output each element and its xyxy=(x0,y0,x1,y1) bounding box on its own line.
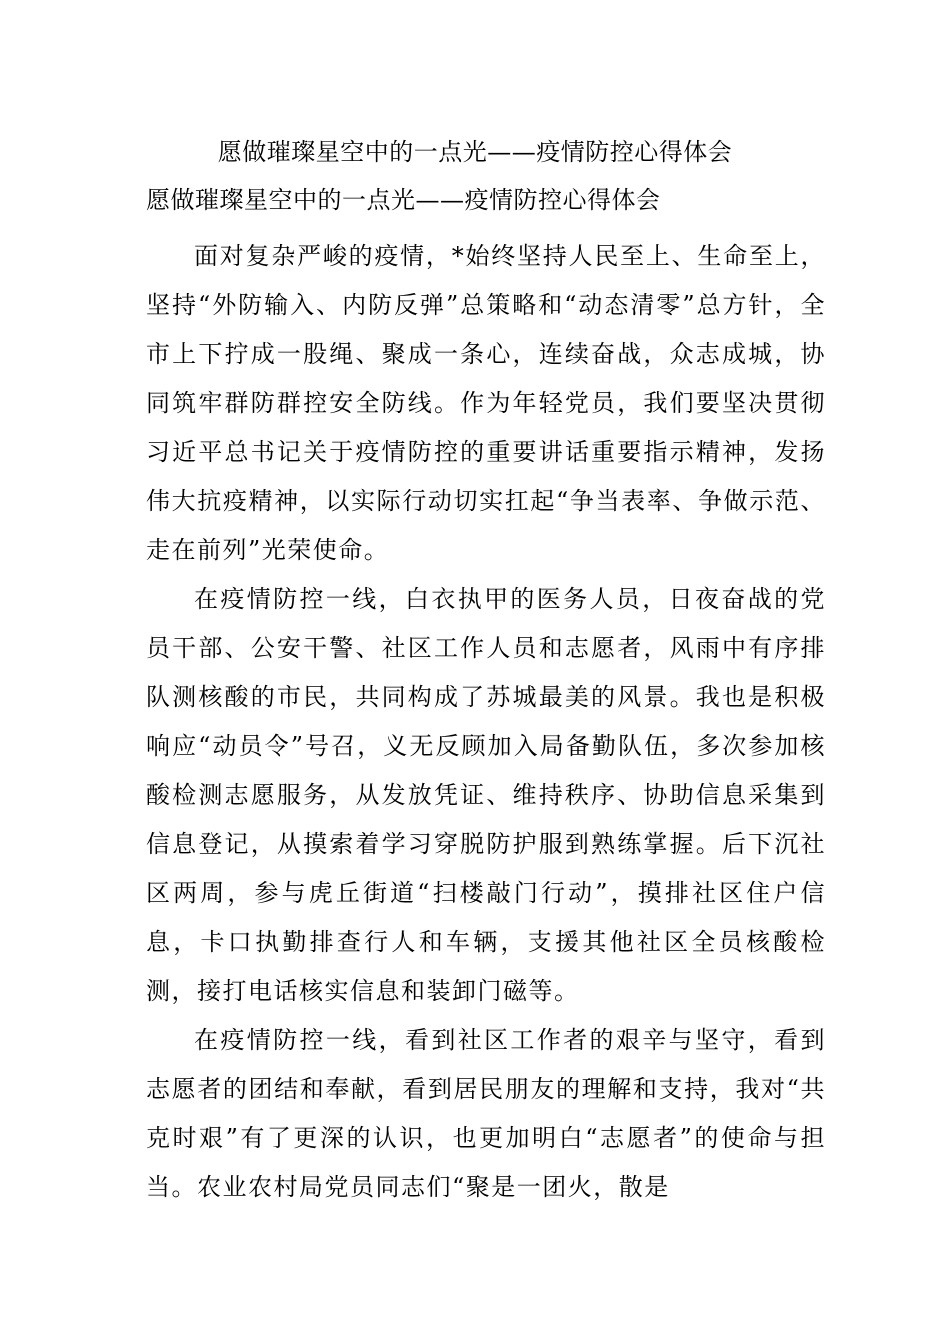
paragraph-3: 在疫情防控一线，看到社区工作者的艰辛与坚守，看到志愿者的团结和奉献，看到居民朋友的理解和支持，我对“共克时艰”有了更深的认识，也更加明白“志愿者”的使命与担当。农业农村局党员同志们“聚是一团火，散是 xyxy=(146,1026,826,1201)
paragraph-2: 在疫情防控一线，白衣执甲的医务人员，日夜奋战的党员干部、公安干警、社区工作人员和志愿者，风雨中有序排队测核酸的市民，共同构成了苏城最美的风景。我也是积极响应“动员令”号召，义无反顾加入局备勤队伍，多次参加核酸检测志愿服务，从发放凭证、维持秩序、协助信息采集到信息登记，从摸索着学习穿脱防护服到熟练掌握。后下沉社区两周，参与虎丘街道“扫楼敲门行动”，摸排社区住户信息，卡口执勤排查行人和车辆，支援其他社区全员核酸检测，接打电话核实信息和装卸门磁等。 xyxy=(146,585,826,1005)
document-body xyxy=(146,232,826,1212)
document-title-left: 愿做璀璨星空中的一点光——疫情防控心得体会 xyxy=(146,186,661,214)
paragraph-1: 面对复杂严峻的疫情，*始终坚持人民至上、生命至上，坚持“外防输入、内防反弹”总策略和“动态清零”总方针，全市上下拧成一股绳、聚成一条心，连续奋战，众志成城，协同筑牢群防群控安全防线。作为年轻党员，我们要坚决贯彻习近平总书记关于疫情防控的重要讲话重要指示精神，发扬伟大抗疫精神，以实际行动切实扛起“争当表率、争做示范、走在前列”光荣使命。 xyxy=(146,242,826,564)
document-title-centered: 愿做璀璨星空中的一点光——疫情防控心得体会 xyxy=(217,138,733,166)
